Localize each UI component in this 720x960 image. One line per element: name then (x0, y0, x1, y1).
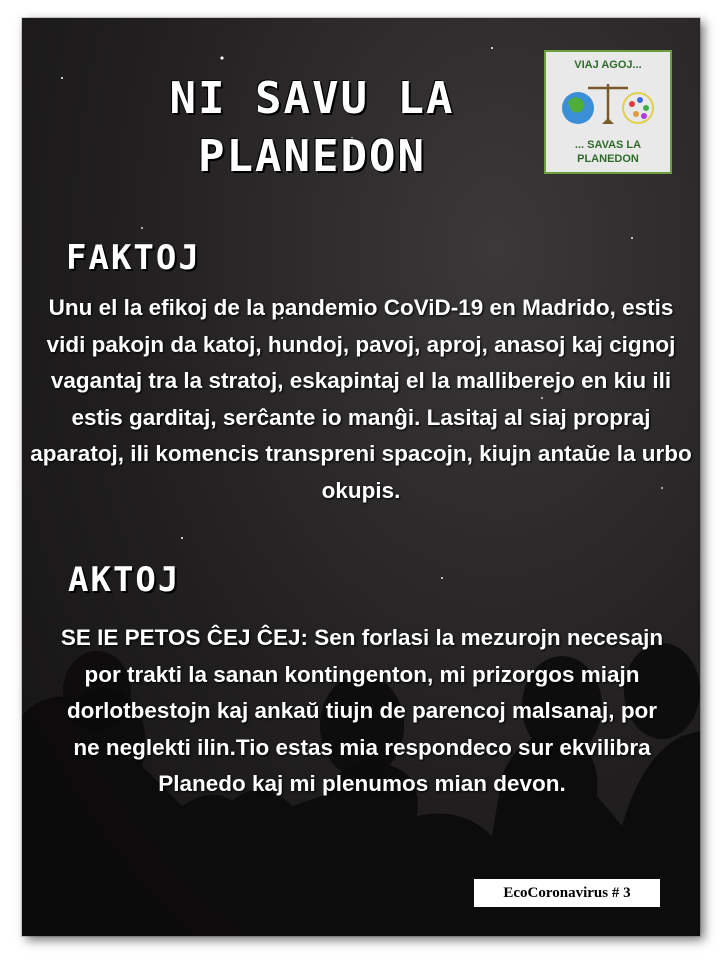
poster-frame (22, 18, 700, 936)
faktoj-paragraph: Unu el la efikoj de la pandemio CoViD-19 en Madrido, estis vidi pakojn da katoj, hundoj, pavoj, aproj, anasoj kaj cignoj vagantaj tra la stratoj, eskapintaj el la malliberejo en kiu ili estis garditaj, serĉante io manĝi. Lasitaj al siaj propraj aparatoj, ili komencis transpreni spacojn, kiujn antaŭe la urbo okupis. (30, 295, 692, 503)
logo (544, 50, 672, 174)
series-tag: EcoCoronavirus # 3 (474, 879, 660, 907)
poster-title: NI SAVU LA PLANEDON (169, 73, 455, 182)
logo-top-text: VIAJ AGOJ... (574, 59, 642, 71)
globe-scale-people-icon (558, 74, 658, 134)
logo-bottom-text: ... SAVAS LA PLANEDON (574, 139, 642, 165)
aktoj-heading: AKTOJ (68, 560, 181, 600)
aktoj-paragraph: SE IE PETOS ĈEJ ĈEJ: Sen forlasi la mezurojn necesajn por trakti la sanan kontingenton, mi prizorgos miajn dorlotbestojn kaj ankaŭ tiujn de parencoj malsanaj, por ne neglekti ilin.Tio estas mia respondeco sur ekvilibra Planedo kaj mi plenumos mian devon. (60, 625, 664, 796)
faktoj-heading: FAKTOJ (66, 238, 201, 278)
